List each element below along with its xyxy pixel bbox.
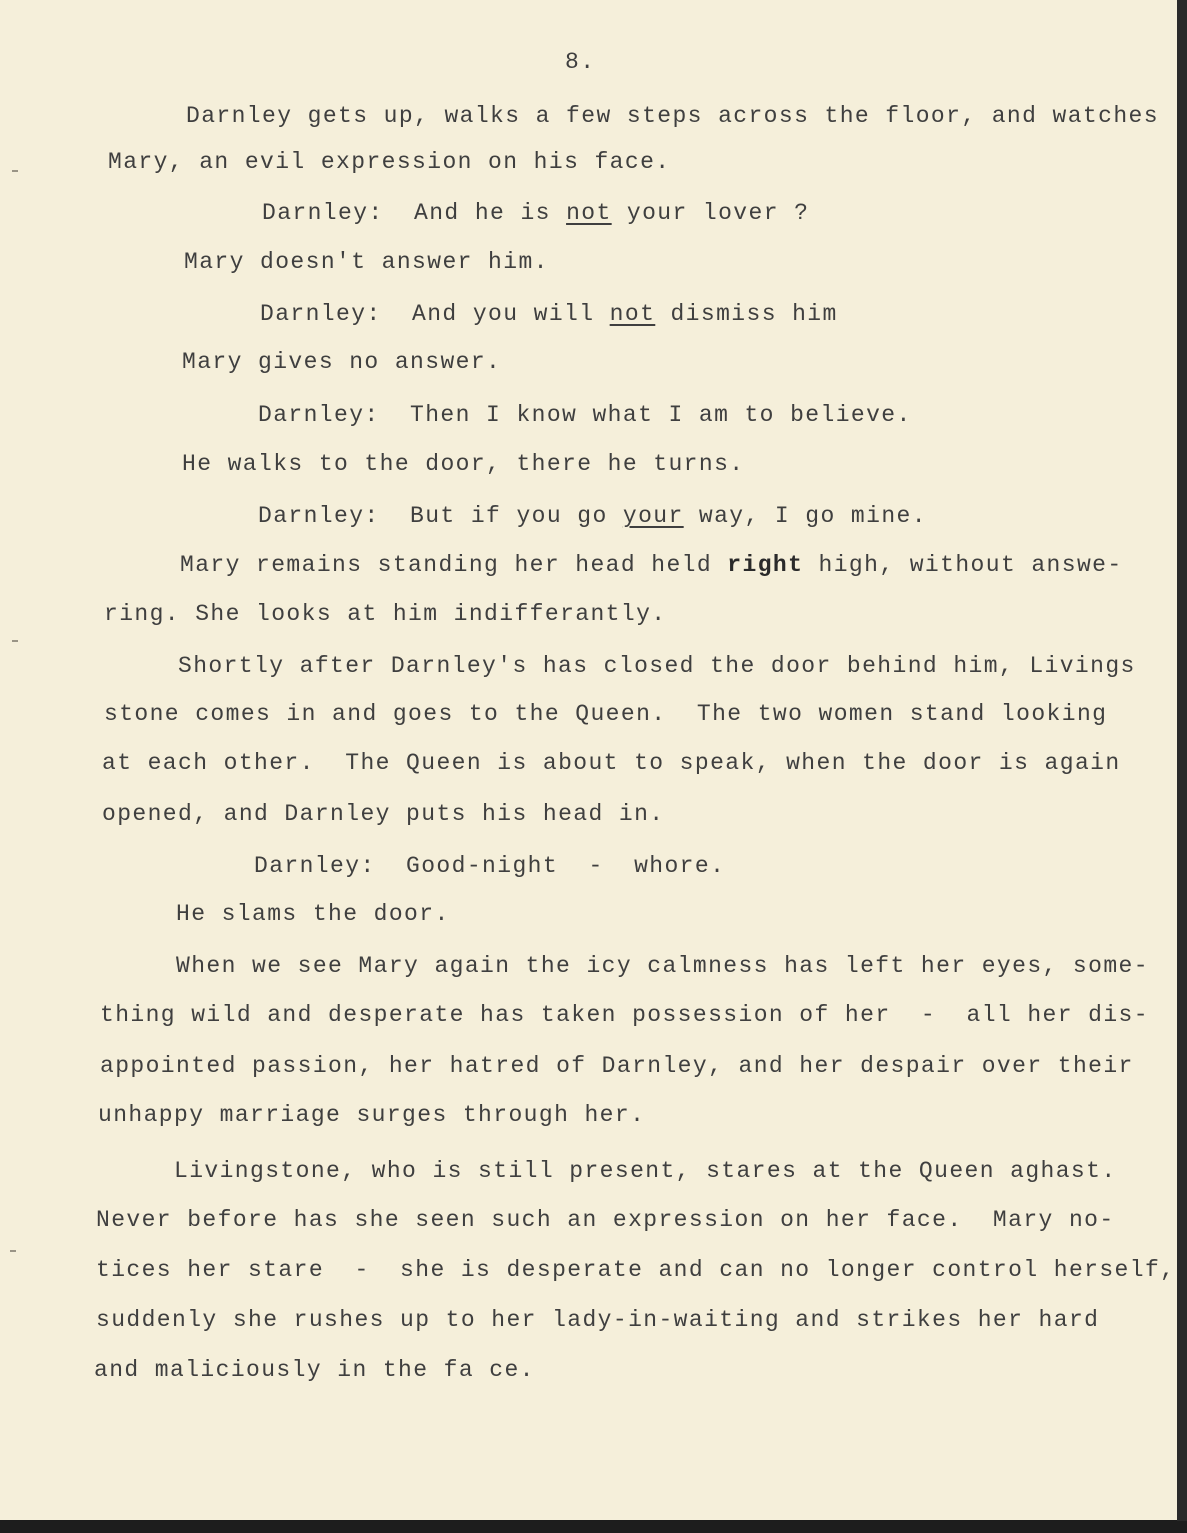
dialogue-line [262, 199, 809, 227]
speaker-label: Darnley: [260, 301, 382, 327]
dialogue-text: way, I go mine. [698, 503, 927, 529]
margin-mark [12, 640, 18, 642]
speaker-label: Darnley: [258, 503, 380, 529]
dialogue-line [258, 502, 927, 530]
paragraph-line: Mary, an evil expression on his face. [108, 149, 671, 175]
dialogue-line [258, 401, 912, 429]
paragraph-line: suddenly she rushes up to her lady-in-waiting and strikes her hard [96, 1307, 1100, 1333]
line-text: Mary remains standing her head held [180, 552, 713, 578]
underlined-word: your [622, 503, 684, 529]
dialogue-text: But if you go [410, 503, 608, 529]
paragraph-line: Livingstone, who is still present, stares at the Queen aghast. [174, 1158, 1117, 1184]
scan-edge-right [1177, 0, 1187, 1533]
dialogue-text: dismiss him [670, 301, 838, 327]
paragraph-line: at each other. The Queen is about to speak, when the door is again [102, 750, 1121, 776]
margin-mark [10, 1250, 16, 1252]
paragraph-line: Shortly after Darnley's has closed the door behind him, Livings [178, 653, 1136, 679]
speaker-label: Darnley: [258, 402, 380, 428]
paragraph-line: He slams the door. [176, 901, 450, 927]
paragraph-line: Mary doesn't answer him. [184, 249, 549, 275]
paragraph-line: tices her stare - she is desperate and can no longer control herself, [96, 1257, 1176, 1283]
dialogue-text: And he is [414, 200, 551, 226]
paragraph-line: He walks to the door, there he turns. [182, 451, 745, 477]
paragraph-line: unhappy marriage surges through her. [98, 1102, 646, 1128]
paragraph-line: Never before has she seen such an expression on her face. Mary no- [96, 1207, 1115, 1233]
paragraph-line: stone comes in and goes to the Queen. The two women stand looking [104, 701, 1108, 727]
scan-edge-bottom [0, 1521, 1187, 1533]
paragraph-line: thing wild and desperate has taken possession of her - all her dis- [100, 1002, 1149, 1028]
dialogue-text: your lover ? [626, 200, 810, 226]
speaker-label: Darnley: [254, 853, 376, 879]
speaker-label: Darnley: [262, 200, 384, 226]
paragraph-line: Darnley gets up, walks a few steps across the floor, and watches [186, 103, 1159, 129]
paragraph-line: Mary gives no answer. [182, 349, 502, 375]
page-number: 8. [565, 49, 596, 75]
paragraph-line [180, 551, 1123, 579]
dialogue-text: Good-night - whore. [406, 853, 726, 879]
paragraph-line: ring. She looks at him indifferantly. [104, 601, 667, 627]
underlined-word: not [566, 200, 612, 226]
dialogue-line [254, 852, 725, 880]
line-text: high, without answe- [818, 552, 1123, 578]
dialogue-text: And you will [412, 301, 595, 327]
overstruck-word: right [727, 552, 804, 578]
dialogue-line [260, 300, 838, 328]
paragraph-line: When we see Mary again the icy calmness has left her eyes, some- [176, 953, 1149, 979]
paragraph-line: and maliciously in the fa ce. [94, 1357, 535, 1383]
dialogue-text: Then I know what I am to believe. [410, 402, 912, 428]
underlined-word: not [609, 301, 656, 327]
paragraph-line: opened, and Darnley puts his head in. [102, 801, 665, 827]
paragraph-line: appointed passion, her hatred of Darnley, and her despair over their [100, 1053, 1134, 1079]
margin-mark [12, 170, 18, 172]
